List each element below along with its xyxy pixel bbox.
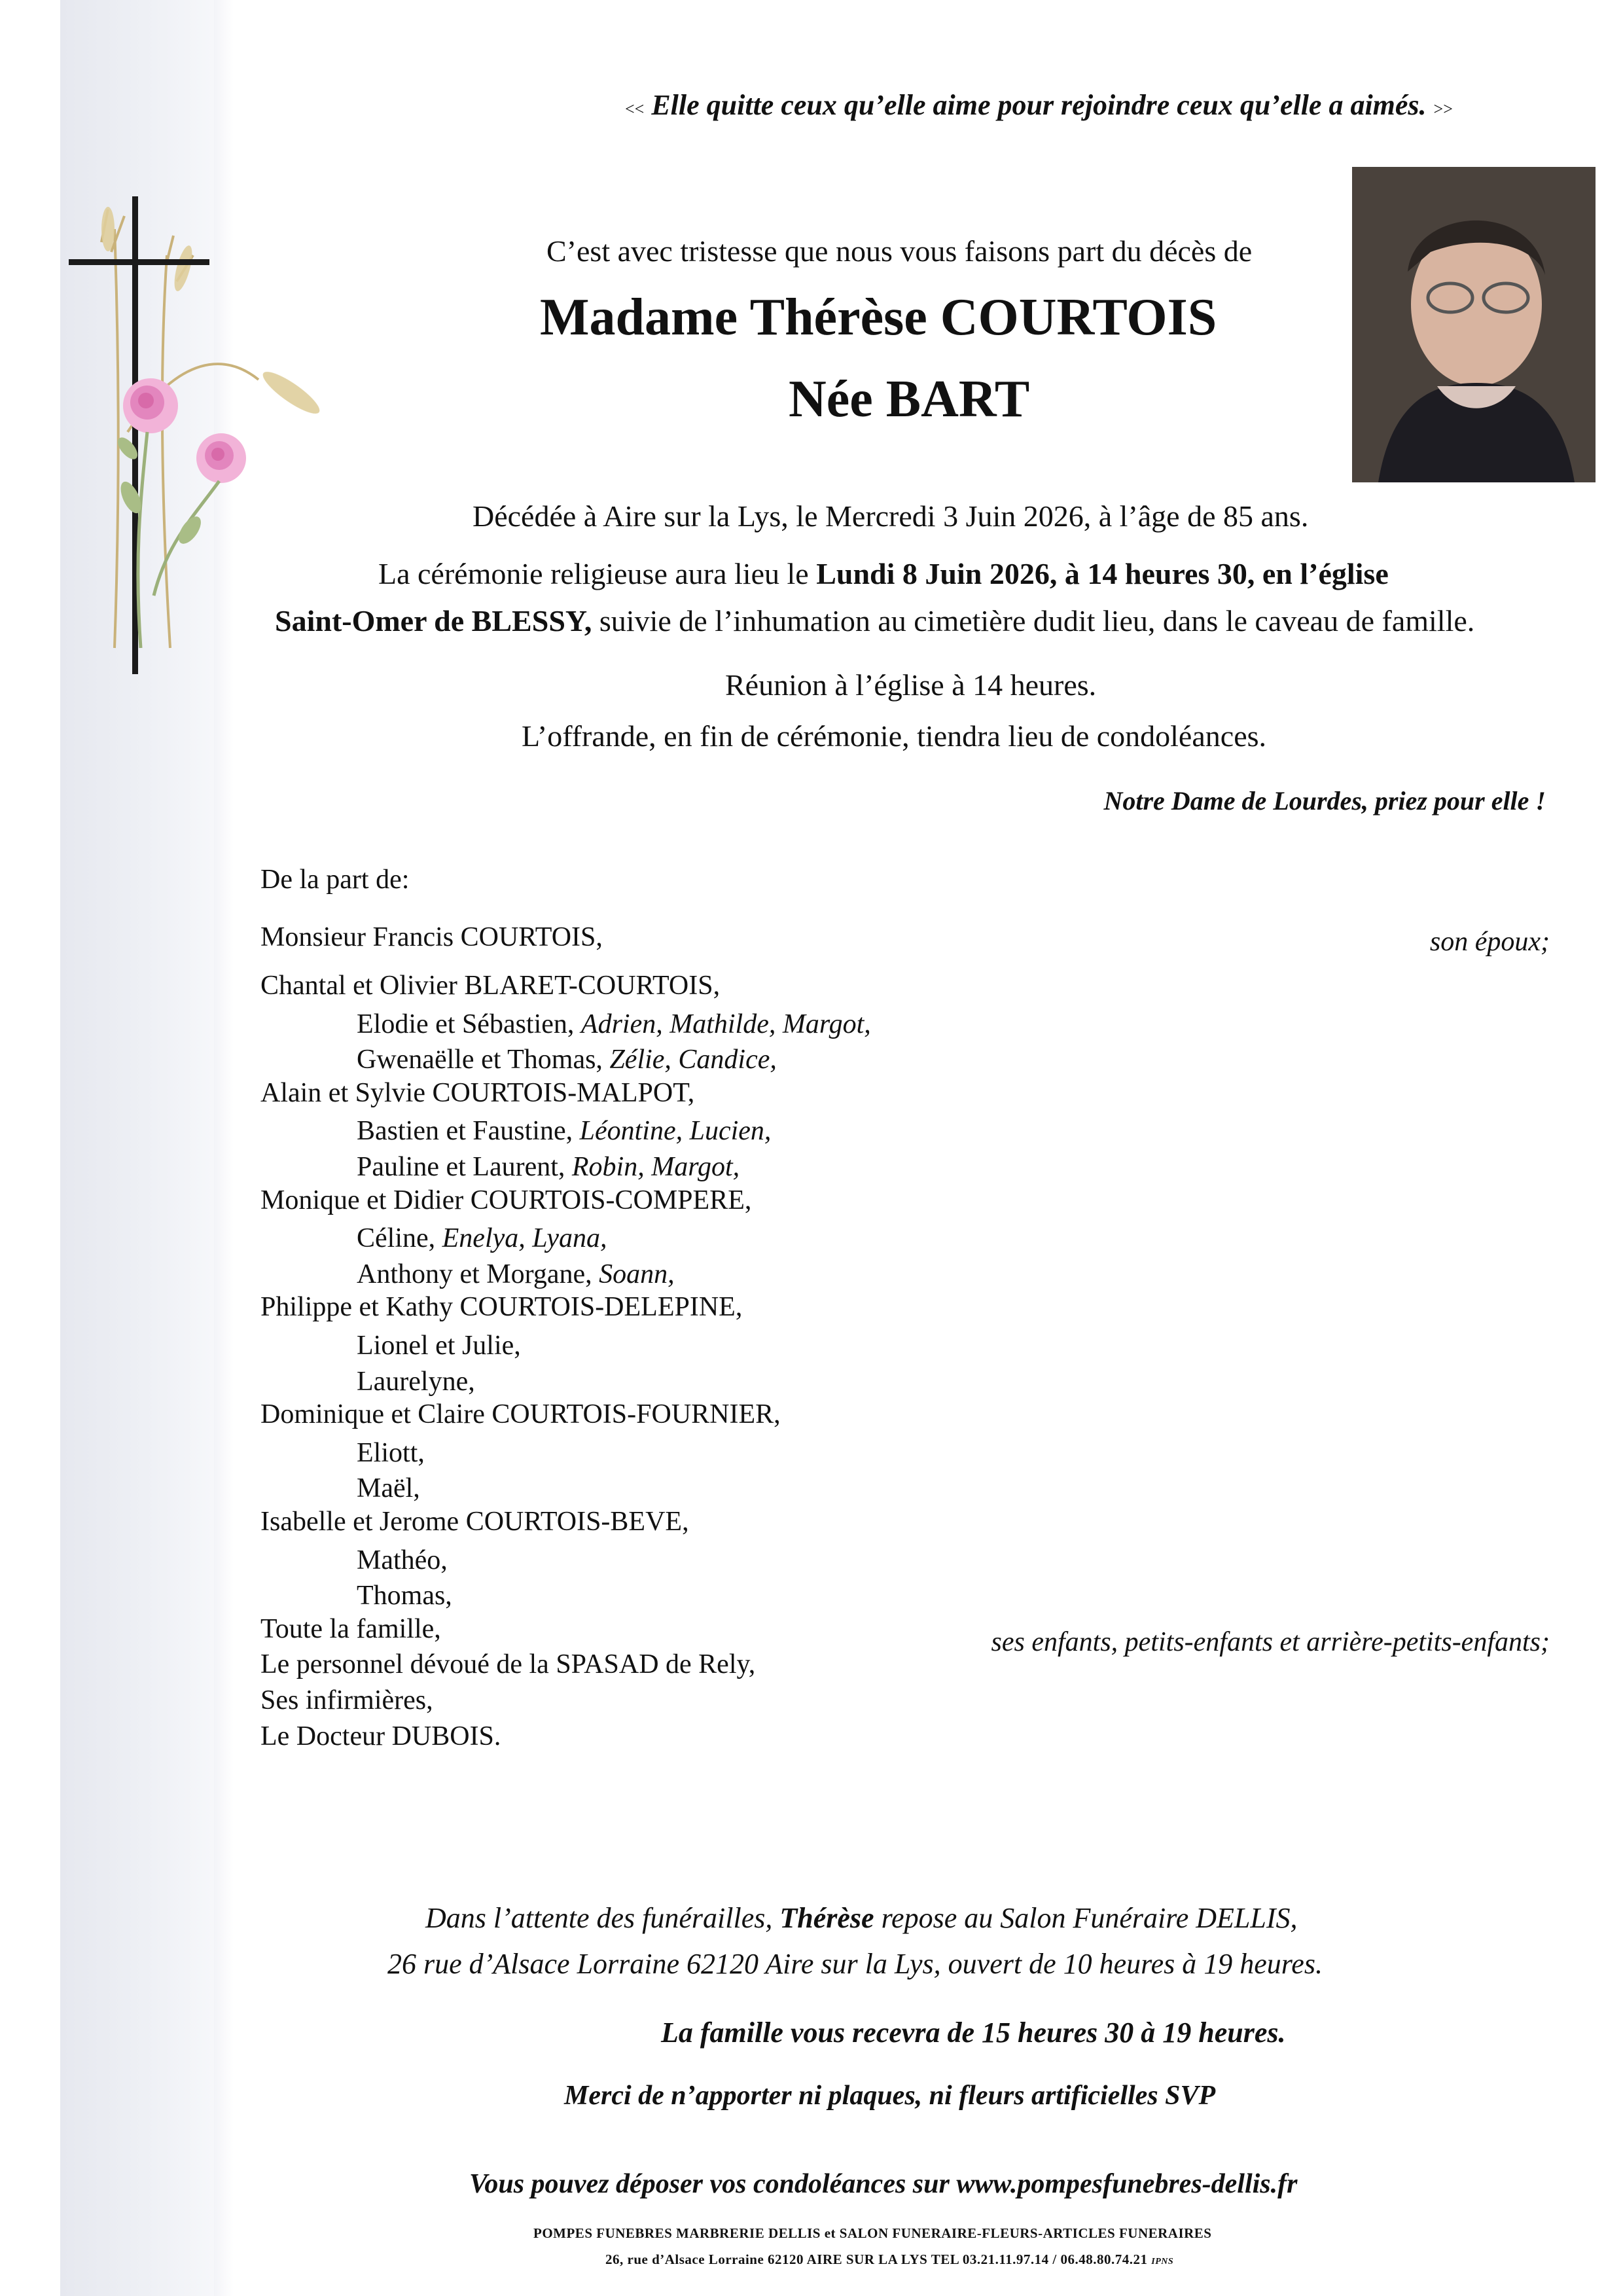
family-member-line <box>260 1613 441 1645</box>
family-member-line <box>260 1649 755 1680</box>
rose-icon <box>123 378 246 483</box>
family-member-line <box>357 1259 675 1290</box>
prayer-line: Notre Dame de Lourdes, priez pour elle ! <box>1103 786 1546 816</box>
family-member-line <box>357 1366 475 1397</box>
family-member-names: Alain et Sylvie COURTOIS-MALPOT, <box>260 1077 695 1108</box>
offering-line: L’offrande, en fin de cérémonie, tiendra lieu de condoléances. <box>522 719 1267 753</box>
children-role: ses enfants, petits-enfants et arrière-petits-enfants; <box>991 1627 1550 1657</box>
spouse-line: Monsieur Francis COURTOIS, <box>260 922 603 952</box>
condolences-line: Vous pouvez déposer vos condoléances sur www.pompesfunebres-dellis.fr <box>469 2169 1298 2199</box>
church-line <box>275 603 1474 638</box>
rest-line-1-name: Thérèse <box>779 1902 874 1934</box>
family-member-names: Maël, <box>357 1473 420 1504</box>
family-member-names: Eliott, <box>357 1437 425 1468</box>
footer-address-text: 26, rue d’Alsace Lorraine 62120 AIRE SUR LA LYS TEL 03.21.11.97.14 / 06.48.80.74.21 <box>605 2251 1152 2267</box>
family-member-line <box>357 1580 452 1611</box>
ceremony-line <box>378 556 1389 591</box>
rest-line-1 <box>425 1901 1297 1935</box>
family-member-names: Bastien et Faustine, <box>357 1116 580 1147</box>
family-member-names: Mathéo, <box>357 1545 448 1575</box>
family-member-names: Elodie et Sébastien, <box>357 1009 581 1039</box>
rest-line-2: 26 rue d’Alsace Lorraine 62120 Aire sur la Lys, ouvert de 10 heures à 19 heures. <box>387 1948 1323 1980</box>
family-member-names: Pauline et Laurent, <box>357 1152 572 1182</box>
family-member-line <box>260 1721 501 1752</box>
quote-close-mark: >> <box>1433 99 1453 118</box>
deceased-name: Madame Thérèse COURTOIS <box>540 289 1217 346</box>
spouse-role: son époux; <box>1429 927 1550 957</box>
family-member-children: Robin, Margot, <box>571 1152 740 1182</box>
family-member-names: Le Docteur DUBOIS. <box>260 1721 501 1751</box>
church-name: Saint-Omer de BLESSY, <box>275 604 592 637</box>
family-member-line <box>357 1330 521 1361</box>
footer-ipns: IPNS <box>1151 2257 1174 2267</box>
family-member-names: Gwenaëlle et Thomas, <box>357 1045 610 1075</box>
deceased-photo <box>1352 167 1596 482</box>
family-member-names: Anthony et Morgane, <box>357 1259 599 1289</box>
family-member-line <box>260 1077 694 1109</box>
family-member-names: Ses infirmières, <box>260 1685 433 1715</box>
family-member-line <box>357 1115 771 1147</box>
death-details: Décédée à Aire sur la Lys, le Mercredi 3 Juin 2026, à l’âge de 85 ans. <box>473 499 1309 533</box>
footer-address <box>605 2251 1173 2268</box>
intro-line: C’est avec tristesse que nous vous faisons part du décès de <box>546 234 1253 268</box>
ceremony-date: Lundi 8 Juin 2026, à 14 heures 30, en l’église <box>816 557 1389 590</box>
family-member-line <box>357 1044 777 1075</box>
reception-line: La famille vous recevra de 15 heures 30 à 19 heures. <box>661 2017 1286 2049</box>
family-member-line <box>357 1009 871 1040</box>
quote-line <box>625 88 1453 122</box>
family-member-names: Laurelyne, <box>357 1366 475 1397</box>
family-member-line <box>357 1545 448 1576</box>
family-member-line <box>260 970 720 1001</box>
burial-details: suivie de l’inhumation au cimetière dudit lieu, dans le caveau de famille. <box>592 604 1475 637</box>
family-member-names: Dominique et Claire COURTOIS-FOURNIER, <box>260 1399 781 1430</box>
family-header: De la part de: <box>260 865 410 895</box>
quote-text: Elle quitte ceux qu’elle aime pour rejoindre ceux qu’elle a aimés. <box>651 89 1427 121</box>
family-member-children: Enelya, Lyana, <box>442 1223 607 1254</box>
rest-line-1-c: repose au Salon Funéraire DELLIS, <box>874 1902 1298 1934</box>
family-member-line <box>260 1399 781 1430</box>
quote-open-mark: << <box>625 99 645 118</box>
family-member-line <box>357 1473 420 1504</box>
maiden-name: Née BART <box>789 370 1030 428</box>
family-member-names: Isabelle et Jerome COURTOIS-BEVE, <box>260 1507 689 1537</box>
family-member-names: Céline, <box>357 1223 442 1254</box>
family-member-line <box>260 1185 751 1216</box>
meeting-line: Réunion à l’église à 14 heures. <box>725 668 1097 702</box>
family-member-names: Chantal et Olivier BLARET-COURTOIS, <box>260 971 721 1001</box>
family-member-children: Soann, <box>599 1259 675 1289</box>
ceremony-prefix: La cérémonie religieuse aura lieu le <box>378 557 817 590</box>
family-member-children: Adrien, Mathilde, Margot, <box>580 1009 871 1039</box>
rest-line-1-a: Dans l’attente des funérailles, <box>425 1902 780 1934</box>
flowers-line: Merci de n’apporter ni plaques, ni fleurs artificielles SVP <box>564 2081 1216 2111</box>
family-member-line <box>260 1506 689 1537</box>
family-member-children: Léontine, Lucien, <box>579 1116 772 1147</box>
family-member-line <box>357 1151 740 1183</box>
family-member-children: Zélie, Candice, <box>609 1045 777 1075</box>
family-member-names: Philippe et Kathy COURTOIS-DELEPINE, <box>260 1292 743 1323</box>
family-member-names: Thomas, <box>357 1581 452 1611</box>
footer-company: POMPES FUNEBRES MARBRERIE DELLIS et SALON FUNERAIRE-FLEURS-ARTICLES FUNERAIRES <box>533 2225 1212 2241</box>
family-member-line <box>357 1437 425 1469</box>
family-member-names: Toute la famille, <box>260 1613 441 1644</box>
family-member-names: Monique et Didier COURTOIS-COMPERE, <box>260 1185 752 1215</box>
family-member-names: Lionel et Julie, <box>357 1331 521 1361</box>
family-member-line <box>260 1291 742 1323</box>
family-member-line <box>357 1223 607 1254</box>
family-member-line <box>260 1685 433 1716</box>
family-member-names: Le personnel dévoué de la SPASAD de Rely, <box>260 1649 756 1680</box>
